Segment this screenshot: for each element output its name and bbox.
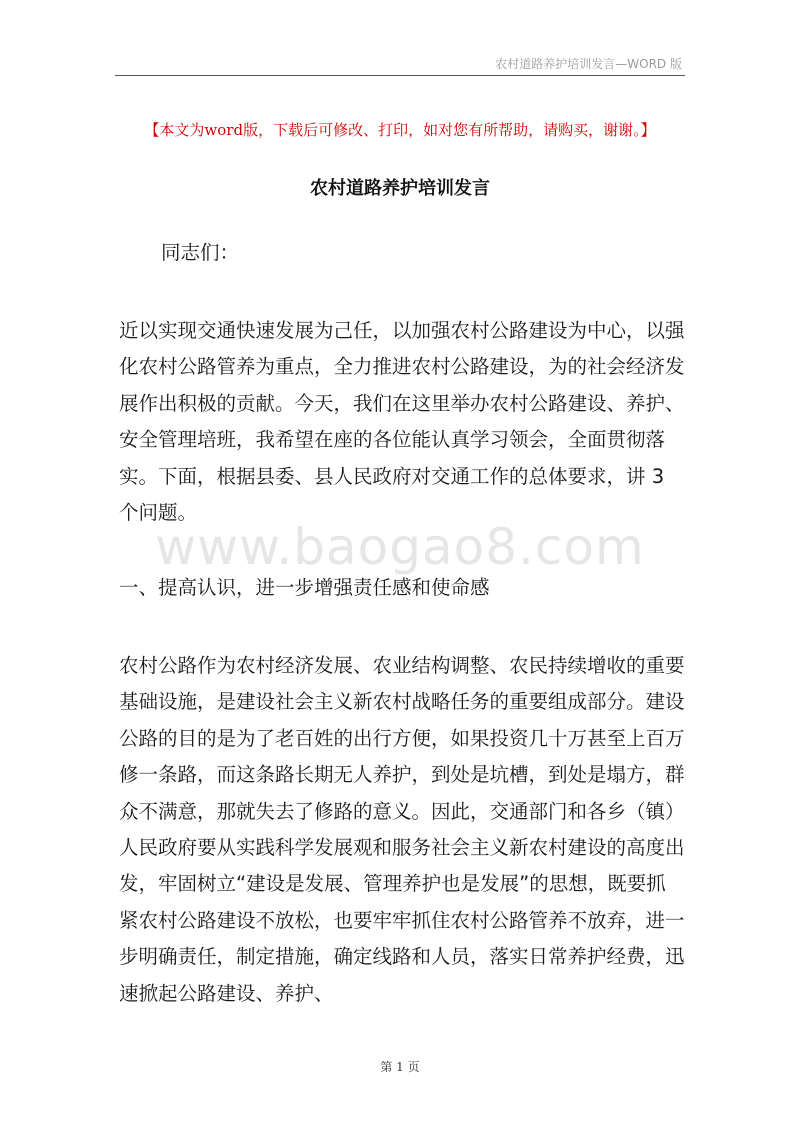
watermark: www.baogao8.com: [155, 518, 645, 576]
header-divider: [115, 75, 685, 76]
greeting: 同志们：: [161, 241, 240, 264]
paragraph-body: 农村公路作为农村经济发展、农业结构调整、农民持续增收的重要基础设施，是建设社会主义新农村战略任务的重要组成部分。建设公路的目的是为了老百姓的出行方便，如果投资几十万甚至上百万修一条路，而这条路长期无人养护，到处是坑槽，到处是塌方，群众不满意，那就失去了修路的意义。因此，交通部门和各乡（镇）人民政府要从实践科学发展观和服务社会主义新农村建设的高度出发，牢固树立“建设是发展、管理养护也是发展”的思想，既要抓紧农村公路建设不放松，也要牢牢抓住农村公路管养不放弃，进一步明确责任，制定措施，确定线路和人员，落实日常养护经费，迅速掀起公路建设、养护、: [119, 654, 685, 1005]
page-number: 第 1 页: [380, 1060, 420, 1074]
document-title: 农村道路养护培训发言: [310, 178, 490, 199]
section-heading: 一、提高认识，进一步增强责任感和使命感: [119, 576, 490, 599]
download-notice: 【本文为word版，下载后可修改、打印，如对您有所帮助，请购买，谢谢。】: [144, 121, 656, 139]
paragraph-intro: 近以实现交通快速发展为己任，以加强农村公路建设为中心，以强化农村公路管养为重点，全力推进农村公路建设，为的社会经济发展作出积极的贡献。今天，我们在这里举办农村公路建设、养护、安全管理培班，我希望在座的各位能认真学习领会，全面贯彻落实。下面，根据县委、县人民政府对交通工作的总体要求，讲 3 个问题。: [119, 319, 685, 525]
running-header: 农村道路养护培训发言—WORD 版: [495, 57, 682, 71]
